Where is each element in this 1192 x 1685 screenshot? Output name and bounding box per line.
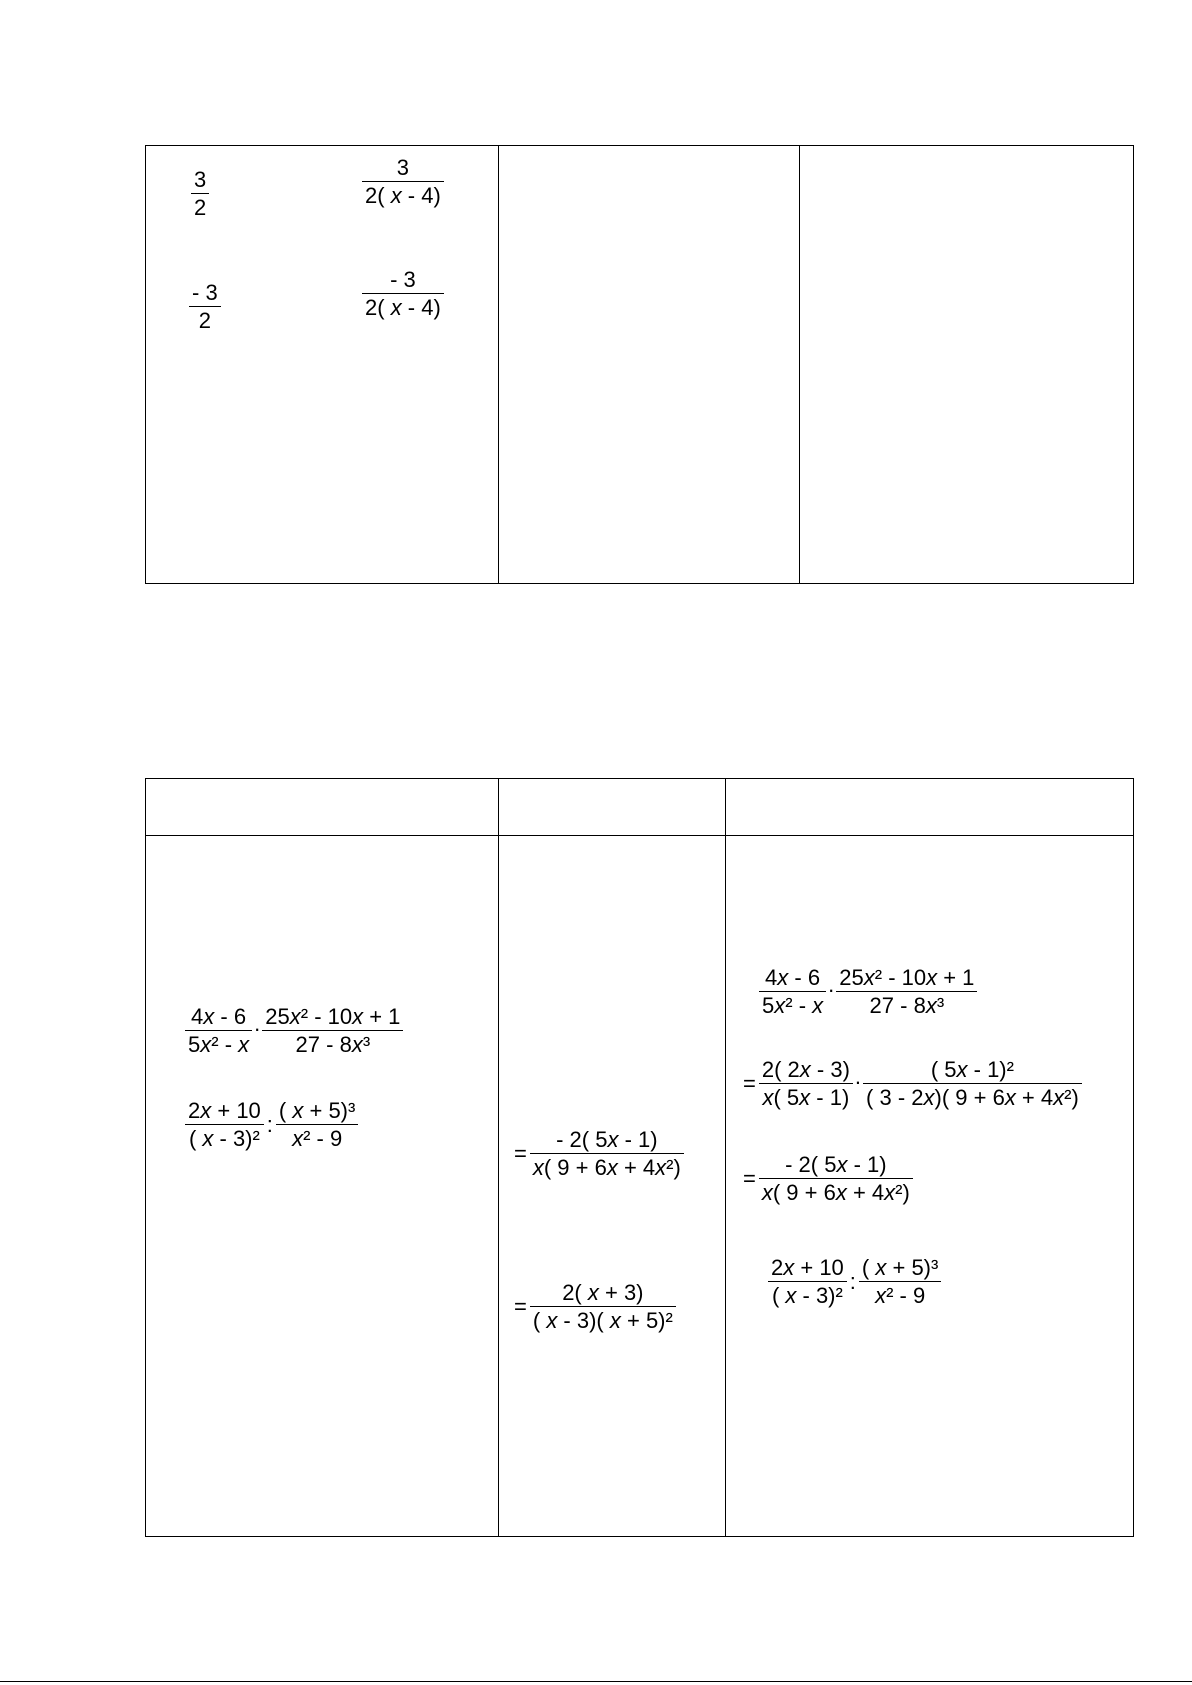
numerator: 4x - 6 (191, 1004, 247, 1029)
multiplication-dot: . (854, 1064, 862, 1089)
fraction (530, 1280, 676, 1333)
variable-x: x (292, 1098, 304, 1123)
fraction (362, 267, 444, 320)
variable-x: x (777, 965, 789, 990)
variable-x: x (863, 965, 875, 990)
numerator: - 2( 5x - 1) (785, 1152, 887, 1177)
solution-step-1 (759, 965, 977, 1018)
fraction (759, 1152, 913, 1205)
fraction (189, 280, 221, 333)
denominator: x² - 9 (859, 1281, 941, 1308)
page-bottom-rule (0, 1681, 1192, 1682)
variable-x: x (884, 1180, 896, 1205)
variable-x: x (785, 1283, 797, 1308)
solution-step-3 (740, 1152, 913, 1205)
denominator: 27 - 8x³ (836, 991, 977, 1018)
denominator: ( x - 3)² (768, 1281, 847, 1308)
table-2-header-cell-1 (146, 779, 499, 836)
variable-x: x (200, 1098, 212, 1123)
result-expression (511, 1127, 684, 1180)
fraction (759, 965, 826, 1018)
variable-x: x (200, 1032, 212, 1057)
variable-x: x (783, 1255, 795, 1280)
variable-x: x (925, 993, 937, 1018)
fraction (759, 1057, 853, 1110)
multiplication-dot: . (828, 972, 835, 997)
fraction (362, 155, 444, 208)
fraction (262, 1004, 403, 1057)
variable-x: x (799, 1085, 811, 1110)
variable-x: x (956, 1057, 968, 1082)
numerator: 3 (396, 155, 410, 180)
numerator: 2x + 10 (771, 1255, 844, 1280)
denominator: x( 9 + 6x + 4x²) (759, 1178, 913, 1205)
variable-x: x (202, 1126, 214, 1151)
variable-x: x (609, 1308, 621, 1333)
table-2-header-cell-3 (726, 779, 1133, 836)
variable-x: x (352, 1004, 364, 1029)
solution-step-2 (740, 1057, 1082, 1110)
denominator: 2( x - 4) (362, 181, 444, 208)
denominator: x( 5x - 1) (759, 1083, 853, 1110)
variable-x: x (351, 1032, 363, 1057)
fraction (859, 1255, 941, 1308)
division-colon: : (266, 1112, 273, 1137)
variable-x: x (774, 993, 786, 1018)
product-expression (185, 1004, 403, 1057)
table-1 (145, 145, 1134, 584)
fraction (185, 1004, 252, 1057)
denominator: ( 3 - 2x)( 9 + 6x + 4x²) (863, 1083, 1082, 1110)
variable-x: x (532, 1155, 544, 1180)
variable-x: x (875, 1283, 887, 1308)
variable-x: x (799, 1057, 811, 1082)
fraction (191, 167, 209, 220)
table-2-header-cell-2 (499, 779, 726, 836)
variable-x: x (289, 1004, 301, 1029)
denominator: 2 (189, 306, 221, 333)
variable-x: x (203, 1004, 215, 1029)
fraction-expression (362, 267, 444, 320)
variable-x: x (1053, 1085, 1065, 1110)
table-2-body-cell-1 (146, 836, 499, 1536)
variable-x: x (1004, 1085, 1016, 1110)
variable-x: x (835, 1180, 847, 1205)
numerator: 25x² - 10x + 1 (839, 965, 975, 990)
table-2-body-cell-2 (499, 836, 726, 1536)
table-1-cell-2 (499, 146, 800, 583)
numerator: ( x + 5)³ (861, 1255, 939, 1280)
variable-x: x (607, 1127, 619, 1152)
multiplication-dot: . (254, 1011, 261, 1036)
fraction-expression (191, 167, 209, 220)
numerator: - 3 (390, 267, 416, 292)
variable-x: x (926, 965, 938, 990)
numerator: ( x + 5)³ (278, 1098, 356, 1123)
fraction (276, 1098, 358, 1151)
numerator: 2x + 10 (188, 1098, 261, 1123)
fraction (530, 1127, 684, 1180)
solution-step-4 (768, 1255, 941, 1308)
numerator: 25x² - 10x + 1 (265, 1004, 401, 1029)
numerator: 2( 2x - 3) (761, 1057, 850, 1082)
denominator: x² - 9 (276, 1124, 358, 1151)
variable-x: x (587, 1280, 599, 1305)
fraction (768, 1255, 847, 1308)
equals-sign: = (743, 1071, 756, 1096)
table-1-cell-3 (800, 146, 1133, 583)
fraction-expression (362, 155, 444, 208)
denominator: ( x - 3)² (185, 1124, 264, 1151)
numerator: ( 5x - 1)² (930, 1057, 1014, 1082)
numerator: 3 (194, 167, 207, 192)
fraction (863, 1057, 1082, 1110)
variable-x: x (762, 1085, 774, 1110)
fraction (185, 1098, 264, 1151)
numerator: - 3 (192, 280, 218, 305)
variable-x: x (812, 993, 824, 1018)
fraction (836, 965, 977, 1018)
denominator: 5x² - x (759, 991, 826, 1018)
denominator: 27 - 8x³ (262, 1030, 403, 1057)
equals-sign: = (514, 1141, 527, 1166)
division-colon: : (849, 1269, 856, 1294)
variable-x: x (238, 1032, 250, 1057)
variable-x: x (292, 1126, 304, 1151)
denominator: x( 9 + 6x + 4x²) (530, 1153, 684, 1180)
equals-sign: = (743, 1166, 756, 1191)
numerator: 2( x + 3) (562, 1280, 644, 1305)
denominator: ( x - 3)( x + 5)² (530, 1306, 676, 1333)
equals-sign: = (514, 1294, 527, 1319)
denominator: 2( x - 4) (362, 293, 444, 320)
variable-x: x (606, 1155, 618, 1180)
variable-x: x (923, 1085, 935, 1110)
variable-x: x (875, 1255, 887, 1280)
numerator: - 2( 5x - 1) (556, 1127, 658, 1152)
variable-x: x (390, 295, 402, 320)
variable-x: x (836, 1152, 848, 1177)
variable-x: x (390, 183, 402, 208)
fraction-expression (189, 280, 221, 333)
variable-x: x (655, 1155, 667, 1180)
denominator: 2 (191, 193, 209, 220)
variable-x: x (761, 1180, 773, 1205)
numerator: 4x - 6 (765, 965, 821, 990)
result-expression (511, 1280, 676, 1333)
quotient-expression (185, 1098, 358, 1151)
variable-x: x (546, 1308, 558, 1333)
denominator: 5x² - x (185, 1030, 252, 1057)
